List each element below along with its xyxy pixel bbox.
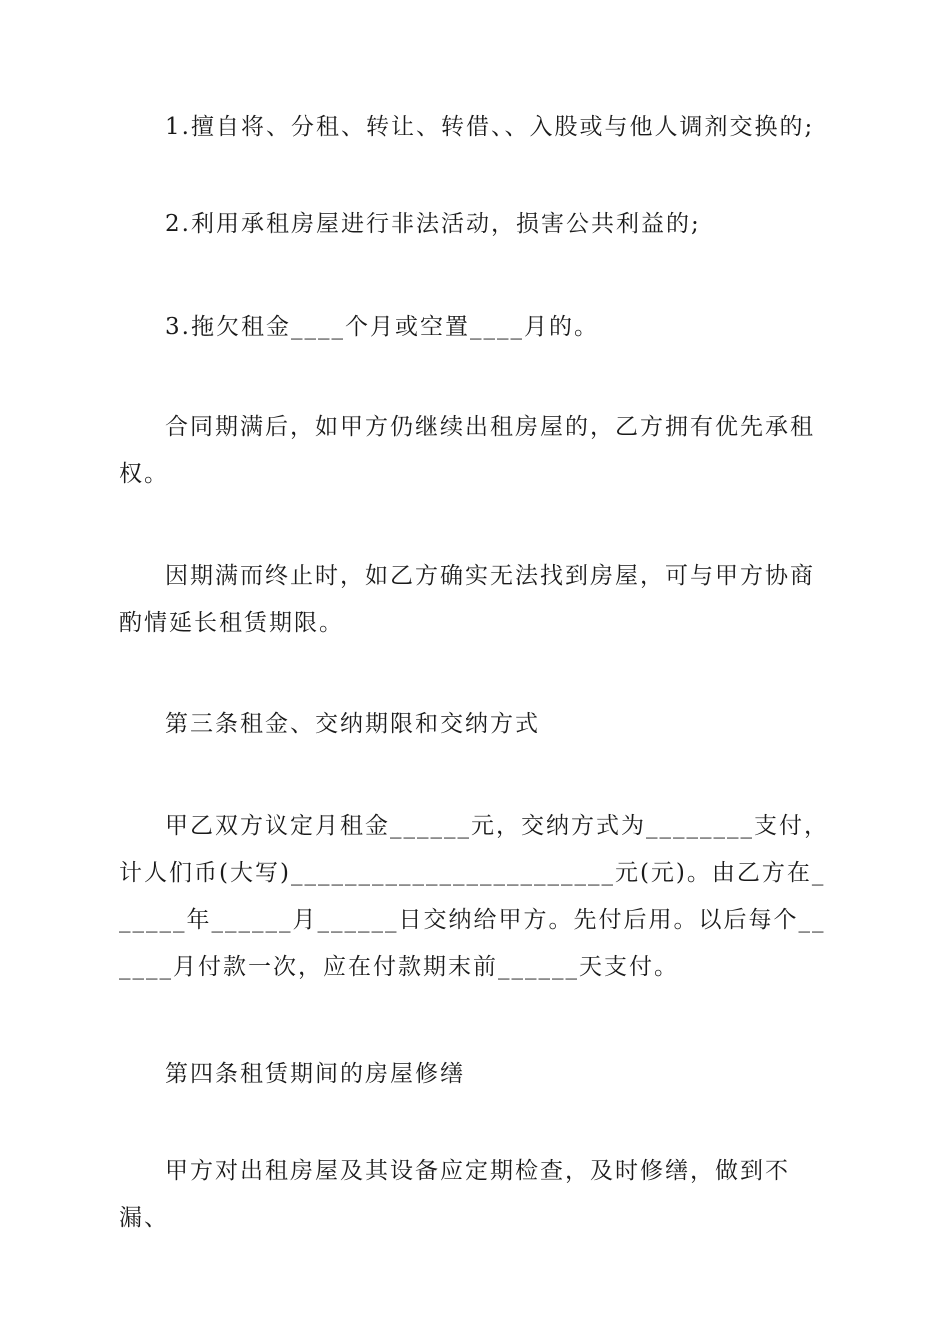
clause-item-1: 1.擅自将、分租、转让、转借、、入股或与他人调剂交换的; [165, 114, 815, 140]
article-three-heading: 第三条租金、交纳期限和交纳方式 [165, 711, 540, 737]
term-extension-paragraph: 因期满而终止时，如乙方确实无法找到房屋，可与甲方协商酌情延长租赁期限。 [119, 563, 815, 636]
clause-item-3: 3.拖欠租金____个月或空置____月的。 [165, 314, 599, 340]
repair-obligation-paragraph: 甲方对出租房屋及其设备应定期检查，及时修缮，做到不漏、 [119, 1158, 790, 1231]
clause-item-2: 2.利用承租房屋进行非法活动，损害公共利益的; [165, 211, 701, 237]
renewal-priority-paragraph: 合同期满后，如甲方仍继续出租房屋的，乙方拥有优先承租权。 [119, 414, 815, 487]
article-four-heading: 第四条租赁期间的房屋修缮 [165, 1061, 465, 1087]
rent-payment-paragraph: 甲乙双方议定月租金______元，交纳方式为________支付，计人们币(大写)________________________元(元)。由乙方在______年______月______日交纳给甲方。先付后用。以后每个______月付款一次，应在付款期末前______天支付。 [119, 813, 829, 980]
